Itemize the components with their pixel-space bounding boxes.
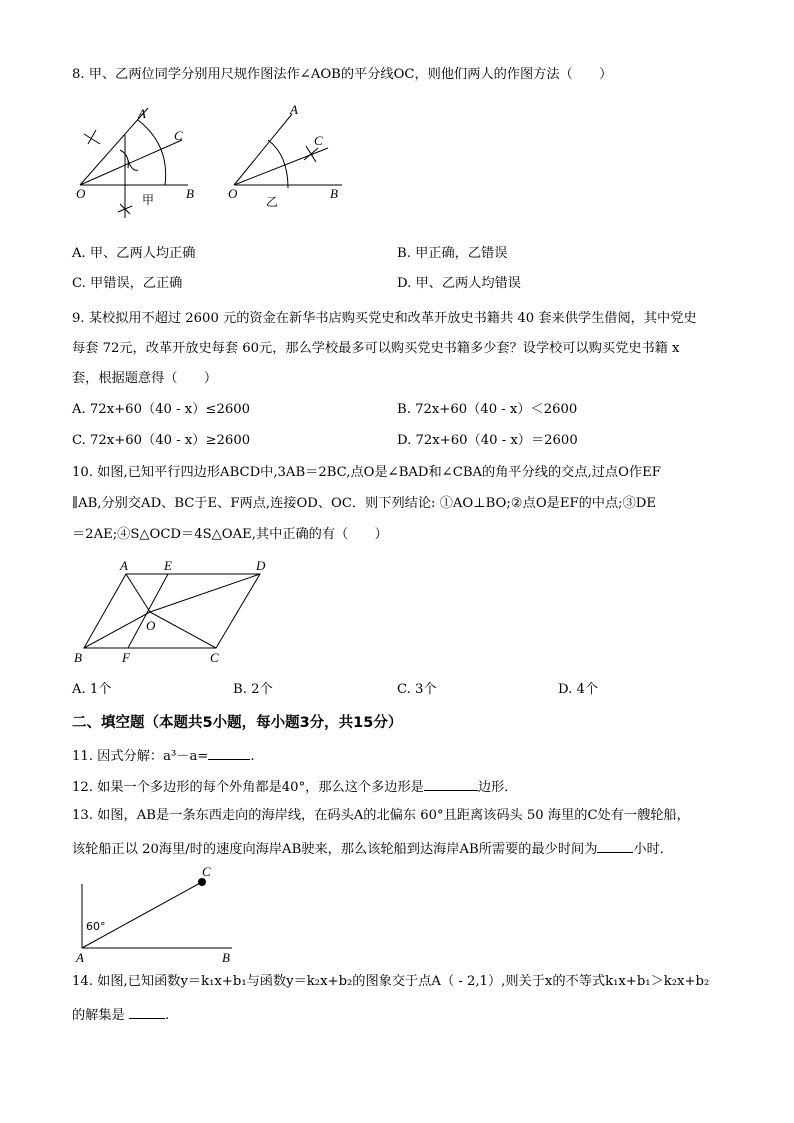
q10-line-2: ∥AB,分别交AD、BC于E、F两点,连接OD、OC．则下列结论: ①AO⊥BO;②点O是EF的中点;③DE bbox=[72, 496, 656, 511]
q8-fig2-label-a: A bbox=[290, 102, 298, 117]
q10-label-f: F bbox=[122, 650, 130, 665]
q13-line-2-end: 小时． bbox=[633, 842, 673, 857]
q14-line-1: 14. 如图,已知函数y＝k₁x+b₁与函数y＝k₂x+b₂的图象交于点A（ - 2,1）,则关于x的不等式k₁x+b₁＞k₂x+b₂ bbox=[72, 974, 710, 989]
q14-line-2-end: . bbox=[164, 1008, 170, 1023]
q14-answer-blank[interactable] bbox=[129, 1004, 165, 1019]
q9-line-1: 9. 某校拟用不超过 2600 元的资金在新华书店购买党史和改革开放史书籍共 40 套来供学生借阅，其中党史 bbox=[72, 311, 697, 326]
q11-end: . bbox=[250, 749, 255, 764]
q8-fig2-name: 乙 bbox=[266, 195, 279, 209]
q14-line-2 bbox=[72, 1004, 169, 1025]
q10-label-e: E bbox=[164, 558, 172, 573]
q12-answer-blank[interactable] bbox=[424, 776, 478, 791]
q9-line-3: 套，根据题意得（ ） bbox=[72, 371, 218, 386]
q13-label-a: A bbox=[76, 950, 84, 965]
q8-fig1-label-o: O bbox=[76, 186, 86, 201]
q11-answer-blank[interactable] bbox=[208, 745, 250, 760]
q10-option-c[interactable]: C. 3个 bbox=[397, 682, 437, 697]
q11-text: 11. 因式分解：a³－a= bbox=[72, 749, 209, 764]
q9-option-b[interactable]: B. 72x+60（40 - x）＜2600 bbox=[397, 402, 578, 417]
q13-line-2 bbox=[72, 838, 673, 859]
q10-option-b[interactable]: B. 2个 bbox=[233, 682, 273, 697]
q10-option-a[interactable]: A. 1个 bbox=[72, 682, 112, 697]
q13-line-2-text: 该轮船正以 20海里/时的速度向海岸AB驶来，那么该轮船到达海岸AB所需要的最少时间为 bbox=[72, 842, 598, 857]
q8-fig2-label-c: C bbox=[314, 133, 323, 148]
q8-fig1-label-b: B bbox=[186, 186, 194, 201]
section-title-fill-in: 二、填空题（本题共5小题，每小题3分，共15分） bbox=[72, 715, 403, 731]
q10-line-3: ＝2AE;④S△OCD＝4S△OAE,其中正确的有（ ） bbox=[72, 527, 388, 542]
q8-fig1-label-a: A bbox=[138, 106, 146, 121]
q10-option-d[interactable]: D. 4个 bbox=[558, 682, 599, 697]
q13-figure-coast bbox=[72, 862, 242, 967]
q9-option-a[interactable]: A. 72x+60（40 - x）≤2600 bbox=[72, 402, 250, 417]
q13-line-1: 13. 如图，AB是一条东西走向的海岸线，在码头A的北偏东 60°且距离该码头 50 海里的C处有一艘轮船， bbox=[72, 808, 690, 823]
q8-option-b[interactable]: B. 甲正确，乙错误 bbox=[397, 246, 508, 261]
q8-option-a[interactable]: A. 甲、乙两人均正确 bbox=[72, 246, 196, 261]
q10-figure-parallelogram bbox=[70, 556, 280, 671]
q9-line-2: 每套 72元，改革开放史每套 60元，那么学校最多可以购买党史书籍多少套？设学校可以购买党史书籍 x bbox=[72, 341, 680, 356]
q12-end: 边形． bbox=[477, 780, 518, 795]
q12 bbox=[72, 776, 517, 797]
q13-label-c: C bbox=[202, 864, 211, 879]
q12-text: 12. 如果一个多边形的每个外角都是40°，那么这个多边形是 bbox=[72, 780, 424, 795]
q8-stem: 8. 甲、乙两位同学分别用尺规作图法作∠AOB的平分线OC，则他们两人的作图方法（ ） bbox=[72, 67, 613, 82]
q11 bbox=[72, 745, 255, 766]
q10-label-d: D bbox=[256, 558, 266, 573]
q9-option-d[interactable]: D. 72x+60（40 - x）＝2600 bbox=[397, 433, 578, 448]
q9-option-c[interactable]: C. 72x+60（40 - x）≥2600 bbox=[72, 433, 251, 448]
q13-label-b: B bbox=[222, 950, 230, 965]
q14-line-2-text: 的解集是 bbox=[72, 1008, 125, 1023]
q8-option-d[interactable]: D. 甲、乙两人均错误 bbox=[397, 276, 521, 291]
q10-label-c: C bbox=[210, 650, 219, 665]
q8-fig1-label-c: C bbox=[174, 128, 183, 143]
q8-figure-yi bbox=[224, 100, 354, 225]
q8-option-c[interactable]: C. 甲错误，乙正确 bbox=[72, 276, 183, 291]
q13-angle-label: 60° bbox=[86, 920, 106, 933]
q10-label-b: B bbox=[74, 650, 82, 665]
q8-fig1-name: 甲 bbox=[142, 193, 155, 207]
q10-label-o: O bbox=[146, 618, 156, 633]
q8-fig2-label-b: B bbox=[330, 186, 338, 201]
q13-answer-blank[interactable] bbox=[597, 838, 633, 853]
q10-label-a: A bbox=[120, 558, 128, 573]
q8-figure-jia bbox=[70, 100, 200, 225]
q8-fig2-label-o: O bbox=[228, 186, 238, 201]
q10-line-1: 10. 如图,已知平行四边形ABCD中,3AB＝2BC,点O是∠BAD和∠CBA的角平分线的交点,过点O作EF bbox=[72, 465, 661, 480]
